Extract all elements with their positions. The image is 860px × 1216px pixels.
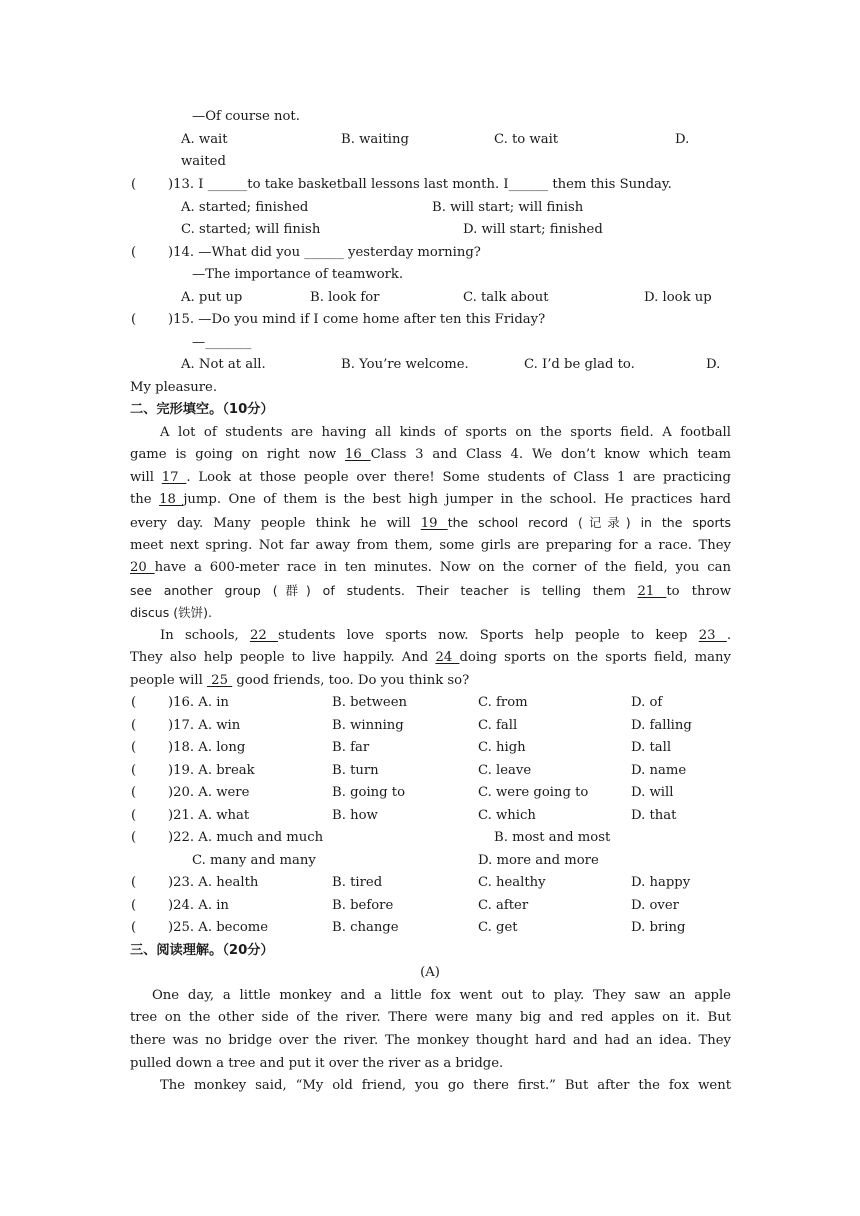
q18-option-c: C. high xyxy=(478,740,526,755)
q23-option-b: B. tired xyxy=(332,875,383,890)
q14-option-a: A. put up xyxy=(181,290,243,305)
q15-stem: )15. —Do you mind if I come home after ten this Friday? xyxy=(168,312,546,327)
q24-option-a: )24. A. in xyxy=(168,898,229,913)
q13-option-b: B. will start; will finish xyxy=(432,200,584,215)
blank-23: 23 xyxy=(698,628,727,643)
q15-option-a: A. Not at all. xyxy=(181,357,266,372)
blank-25: 25 xyxy=(206,673,233,688)
cloze-text: people will xyxy=(130,673,207,688)
cloze-text: good friends, too. Do you think so? xyxy=(232,673,470,688)
q18-paren: ( xyxy=(131,740,137,755)
passage-a-label: (A) xyxy=(420,965,440,980)
blank-19: 19 xyxy=(420,516,448,531)
section3-heading: 三、阅读理解。（20分） xyxy=(130,943,274,958)
cloze-text: They also help people to live happily. And xyxy=(130,650,436,665)
cloze-line-8 xyxy=(130,582,731,601)
q12-option-b: B. waiting xyxy=(341,132,409,147)
q12-option-c: C. to wait xyxy=(494,132,559,147)
cloze-line-2 xyxy=(130,446,731,464)
cloze-text: students love sports now. Sports help people to keep xyxy=(278,628,699,643)
q14-option-d: D. look up xyxy=(644,290,712,305)
cloze-text: . Look at those people over there! Some students of Class 1 are practicing xyxy=(186,470,731,485)
cloze-text: . xyxy=(726,628,732,643)
q21-paren: ( xyxy=(131,808,137,823)
q12-option-d: D. xyxy=(675,132,690,147)
cloze-line-10 xyxy=(160,627,731,645)
q24-option-b: B. before xyxy=(332,898,394,913)
q14-option-b: B. look for xyxy=(310,290,380,305)
q16-paren: ( xyxy=(131,695,137,710)
q14-paren: ( xyxy=(131,245,137,260)
q17-option-a: )17. A. win xyxy=(168,718,241,733)
blank-17: 17 xyxy=(161,470,187,485)
cloze-text: doing sports on the sports field, many xyxy=(459,650,731,665)
q19-option-c: C. leave xyxy=(478,763,532,778)
q14-reply: —The importance of teamwork. xyxy=(192,267,404,282)
q22-option-b: B. most and most xyxy=(494,830,611,845)
q16-option-c: C. from xyxy=(478,695,528,710)
cloze-text: Class 3 and Class 4. We don’t know which team xyxy=(370,447,731,462)
q12-option-d-wrap: waited xyxy=(181,154,226,169)
q23-paren: ( xyxy=(131,875,137,890)
q13-option-a: A. started; finished xyxy=(181,200,309,215)
cloze-text: In schools, xyxy=(160,628,250,643)
cloze-text: every day. Many people think he will xyxy=(130,516,421,531)
section2-heading: 二、完形填空。（10分） xyxy=(130,402,274,417)
cloze-line-11 xyxy=(130,649,731,667)
q23-option-d: D. happy xyxy=(631,875,691,890)
q20-paren: ( xyxy=(131,785,137,800)
q23-option-a: )23. A. health xyxy=(168,875,259,890)
q21-option-c: C. which xyxy=(478,808,536,823)
reading-line-2: tree on the other side of the river. There were many big and red apples on it. But xyxy=(130,1010,731,1025)
reading-line-3: there was no bridge over the river. The monkey thought hard and had an idea. They xyxy=(130,1033,731,1048)
q17-paren: ( xyxy=(131,718,137,733)
q21-option-a: )21. A. what xyxy=(168,808,250,823)
blank-24: 24 xyxy=(435,650,460,665)
q12-reply: —Of course not. xyxy=(192,109,300,124)
q18-option-a: )18. A. long xyxy=(168,740,246,755)
blank-22: 22 xyxy=(249,628,279,643)
q25-option-a: )25. A. become xyxy=(168,920,269,935)
q24-option-d: D. over xyxy=(631,898,679,913)
q12-option-a: A. wait xyxy=(181,132,228,147)
cloze-text: to throw xyxy=(666,584,731,599)
reading-line-4: pulled down a tree and put it over the river as a bridge. xyxy=(130,1056,504,1071)
cloze-text: meet next spring. Not far away from them, some girls are preparing for a race. They xyxy=(130,538,731,553)
cloze-line-9: discus (铁饼). xyxy=(130,605,212,620)
q25-paren: ( xyxy=(131,920,137,935)
q14-stem: )14. —What did you ______ yesterday morning? xyxy=(168,245,481,260)
cloze-text: the school record (记录) in the sports xyxy=(447,515,732,530)
q23-option-c: C. healthy xyxy=(478,875,546,890)
cloze-line-4 xyxy=(130,491,731,509)
q13-option-c: C. started; will finish xyxy=(181,222,321,237)
cloze-text: jump. One of them is the best high jumper in the school. He practices hard xyxy=(183,492,731,507)
q18-option-b: B. far xyxy=(332,740,370,755)
q24-option-c: C. after xyxy=(478,898,529,913)
q17-option-c: C. fall xyxy=(478,718,518,733)
cloze-text: will xyxy=(130,470,162,485)
q13-paren: ( xyxy=(131,177,137,192)
q16-option-b: B. between xyxy=(332,695,408,710)
q15-paren: ( xyxy=(131,312,137,327)
q13-option-d: D. will start; finished xyxy=(463,222,603,237)
cloze-line-7 xyxy=(130,559,731,577)
q25-option-b: B. change xyxy=(332,920,399,935)
blank-21: 21 xyxy=(637,584,667,599)
q25-option-d: D. bring xyxy=(631,920,686,935)
q20-option-b: B. going to xyxy=(332,785,406,800)
cloze-line-3 xyxy=(130,469,731,487)
q16-option-a: )16. A. in xyxy=(168,695,229,710)
q15-reply: —_______ xyxy=(192,335,252,350)
cloze-text: have a 600-meter race in ten minutes. Now on the corner of the field, you can xyxy=(154,560,731,575)
q20-option-a: )20. A. were xyxy=(168,785,250,800)
q17-option-b: B. winning xyxy=(332,718,404,733)
q22-option-d: D. more and more xyxy=(478,853,599,868)
q19-option-a: )19. A. break xyxy=(168,763,255,778)
q21-option-b: B. how xyxy=(332,808,378,823)
cloze-text: A lot of students are having all kinds of sports on the sports field. A football xyxy=(160,425,731,440)
q18-option-d: D. tall xyxy=(631,740,672,755)
cloze-line-6 xyxy=(130,537,731,555)
cloze-text: game is going on right now xyxy=(130,447,346,462)
blank-20: 20 xyxy=(130,560,155,575)
q20-option-c: C. were going to xyxy=(478,785,589,800)
reading-line-5: The monkey said, “My old friend, you go there first.” But after the fox went xyxy=(160,1078,731,1093)
cloze-line-5 xyxy=(130,514,731,533)
q19-paren: ( xyxy=(131,763,137,778)
q22-option-c: C. many and many xyxy=(192,853,316,868)
q14-option-c: C. talk about xyxy=(463,290,549,305)
q25-option-c: C. get xyxy=(478,920,518,935)
q19-option-d: D. name xyxy=(631,763,687,778)
q22-option-a: )22. A. much and much xyxy=(168,830,324,845)
cloze-text: see another group (群) of students. Their teacher is telling them xyxy=(130,583,638,598)
q15-option-c: C. I’d be glad to. xyxy=(524,357,635,372)
blank-16: 16 xyxy=(345,447,371,462)
q15-option-b: B. You’re welcome. xyxy=(341,357,469,372)
q24-paren: ( xyxy=(131,898,137,913)
cloze-line-1 xyxy=(160,424,731,442)
q17-option-d: D. falling xyxy=(631,718,692,733)
cloze-line-12 xyxy=(130,672,469,690)
q13-stem: )13. I ______to take basketball lessons last month. I______ them this Sunday. xyxy=(168,177,672,192)
q15-option-d: D. xyxy=(706,357,721,372)
q21-option-d: D. that xyxy=(631,808,677,823)
q15-option-d-wrap: My pleasure. xyxy=(130,380,218,395)
q19-option-b: B. turn xyxy=(332,763,379,778)
blank-18: 18 xyxy=(159,492,184,507)
q22-paren: ( xyxy=(131,830,137,845)
q20-option-d: D. will xyxy=(631,785,674,800)
cloze-text: the xyxy=(130,492,160,507)
q16-option-d: D. of xyxy=(631,695,663,710)
reading-line-1: One day, a little monkey and a little fox went out to play. They saw an apple xyxy=(152,988,731,1003)
